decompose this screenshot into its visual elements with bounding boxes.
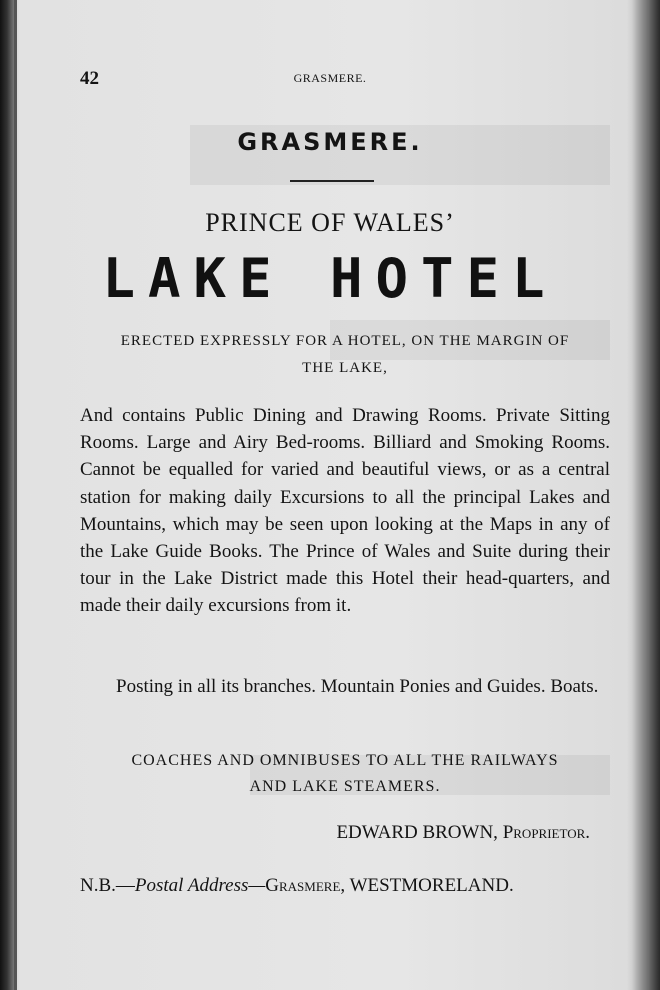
hotel-subtitle: PRINCE OF WALES’ [205, 208, 455, 237]
running-head: GRASMERE. [293, 71, 367, 85]
postal-county: WESTMORELAND. [349, 875, 514, 896]
nb-label: N.B.— [80, 875, 135, 896]
coaches-line-1: COACHES AND OMNIBUSES TO ALL THE RAILWAYS [131, 752, 559, 769]
posting-paragraph: Posting in all its branches. Mountain Ponies and Guides. Boats. [116, 676, 599, 697]
proprietor-signature [80, 822, 590, 844]
erected-line-2: THE LAKE, [302, 360, 388, 376]
heading-rule [290, 180, 374, 182]
proprietor-name: EDWARD BROWN, [336, 822, 498, 843]
body-paragraph: And contains Public Dining and Drawing Rooms. Private Sitting Rooms. Large and Airy Bed-rooms. Billiard and Smoking Rooms. Cannot be equalled for varied and beautiful views, or as a central station for making daily Excursions to all the principal Lakes and Mountains, which may be seen upon looking at the Maps in any of the Lake Guide Books. The Prince of Wales and Suite during their tour in the Lake District made this Hotel their head-quarters, and made their daily excursions from it. [80, 405, 610, 617]
erected-line-1: ERECTED EXPRESSLY FOR A HOTEL, ON THE MARGIN OF [120, 333, 570, 349]
page-number: 42 [80, 68, 99, 89]
coaches-line-2: AND LAKE STEAMERS. [249, 778, 441, 795]
place-heading: GRASMERE. [237, 128, 423, 156]
postal-label: Postal Address— [134, 875, 266, 896]
hotel-name: LAKE HOTEL [102, 247, 558, 310]
postal-address-line [80, 875, 610, 897]
proprietor-title: Proprietor. [502, 822, 590, 843]
postal-town: Grasmere, [265, 875, 346, 896]
